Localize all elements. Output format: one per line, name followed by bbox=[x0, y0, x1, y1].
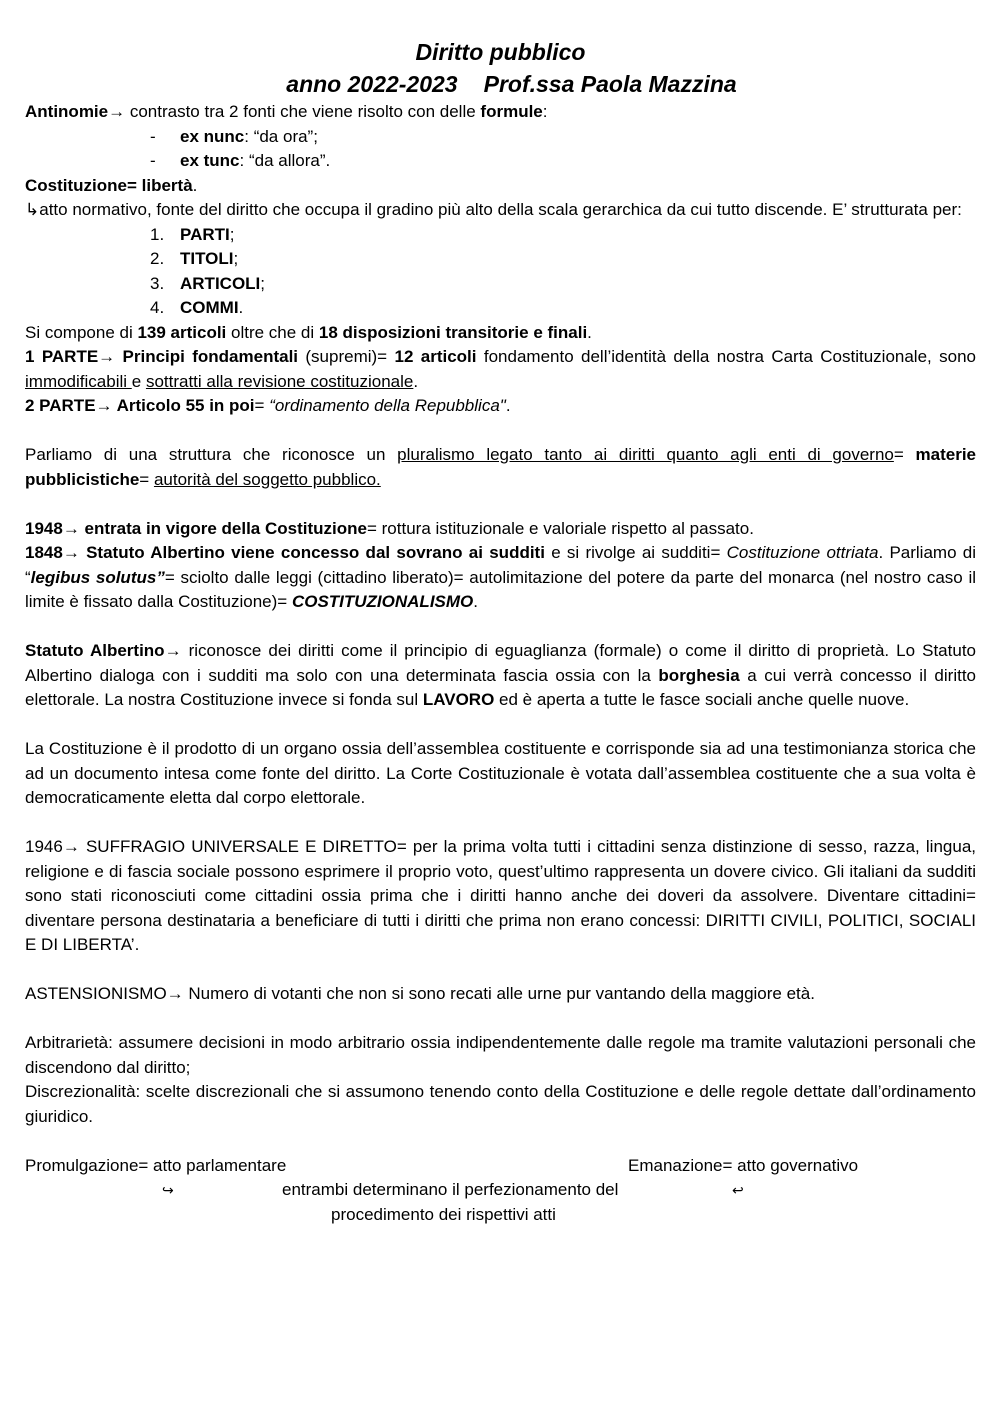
list-item-parti: 1. PARTI; bbox=[150, 224, 235, 244]
discrezionalita-paragraph: Discrezionalità: scelte discrezionali che si assumono tenendo conto della Costituzione e delle regole dettate dall’ordinamento giuridico. bbox=[25, 1082, 976, 1126]
arrow-right-hook-icon: ↪ bbox=[162, 1182, 174, 1198]
antinomie-term: Antinomie→ bbox=[25, 102, 126, 121]
pluralismo-paragraph: Parliamo di una struttura che riconosce un pluralismo legato tanto ai diritti quanto agli enti di governo= materie pubblicistiche= autorità del soggetto pubblico. bbox=[25, 445, 977, 489]
list-item-commi: 4. COMMI. bbox=[150, 298, 244, 317]
suffragio-paragraph: 1946→ SUFFRAGIO UNIVERSALE E DIRETTO= per la prima volta tutti i cittadini senza distinzione di sesso, razza, lingua, religione e di fascia sociale possono esprimere il proprio voto, quest’ultimo rappresenta un dovere civico. Gli italiani da sudditi sono stati riconosciuti come cittadini ossia prima che i diritti hanno anche dei doveri da assolvere. Diventare cittadini= diventare persona destinataria a beneficiare di tutti i diritti che prima non erano concessi: DIRITTI CIVILI, POLITICI, SOCIALI E DI LIBERTA’. bbox=[25, 837, 976, 954]
spacer bbox=[25, 615, 976, 640]
spacer bbox=[25, 713, 976, 738]
list-item-titoli: 2. TITOLI; bbox=[150, 249, 239, 268]
spacer bbox=[25, 492, 976, 517]
document-title: Diritto pubblico bbox=[415, 39, 586, 65]
parte-2-paragraph: 2 PARTE→ Articolo 55 in poi= “ordinamento della Repubblica". bbox=[25, 396, 511, 415]
document-page bbox=[25, 36, 976, 1227]
document-subtitle bbox=[25, 68, 976, 100]
parte-1-paragraph: 1 PARTE→ Principi fondamentali (supremi)= 12 articoli fondamento dell’identità della nostra Carta Costituzionale, sono immodificabili e sottratti alla revisione costituzionale. bbox=[25, 347, 976, 391]
list-item-ex-tunc: - ex tunc: “da allora”. bbox=[150, 151, 331, 170]
spacer bbox=[25, 1007, 976, 1032]
academic-year: anno 2022-2023 bbox=[286, 71, 458, 97]
astensionismo-paragraph: ASTENSIONISMO→ Numero di votanti che non si sono recati alle urne pur vantando della maggiore età. bbox=[25, 984, 815, 1003]
year-1848-paragraph: 1848→ Statuto Albertino viene concesso dal sovrano ai sudditi e si rivolge ai sudditi= Costituzione ottriata. Parliamo di “legibus solutus”= sciolto dalle leggi (cittadino liberato)= autolimitazione del potere da parte del monarca (nel nostro caso il limite è fissato dalla Costituzione)= COSTITUZIONALISMO. bbox=[25, 543, 977, 611]
promulgazione-row bbox=[25, 1154, 976, 1179]
list-item-articoli: 3. ARTICOLI; bbox=[150, 273, 266, 293]
spacer bbox=[25, 811, 976, 836]
emanazione-label: Emanazione= atto governativo bbox=[628, 1155, 859, 1175]
perfezionamento-line-1: entrambi determinano il perfezionamento del bbox=[282, 1180, 619, 1199]
spacer bbox=[25, 958, 976, 983]
spacer bbox=[25, 419, 976, 444]
perfezionamento-line-2: procedimento dei rispettivi atti bbox=[331, 1204, 556, 1224]
assemblea-paragraph: La Costituzione è il prodotto di un organo ossia dell’assemblea costituente e corrisponde sia ad una testimonianza storica che ad un documento intesa come fonte del diritto. La Corte Costituzionale è votata dall’assemblea costituente che a sua volta è democraticamente eletta dal corpo elettorale. bbox=[25, 739, 976, 807]
professor-name: Prof.ssa Paola Mazzina bbox=[483, 71, 737, 97]
promulgazione-arrows-row bbox=[25, 1178, 976, 1203]
year-1948-paragraph: 1948→ entrata in vigore della Costituzione= rottura istituzionale e valoriale rispetto al passato. bbox=[25, 518, 754, 538]
spacer bbox=[25, 1129, 976, 1154]
costituzione-heading: Costituzione= libertà. bbox=[25, 175, 198, 195]
arbitrarieta-paragraph: Arbitrarietà: assumere decisioni in modo arbitrario ossia indipendentemente dalle regole ma tramite valutazioni personali che discendono dal diritto; bbox=[25, 1033, 976, 1077]
promulgazione-label: Promulgazione= atto parlamentare bbox=[25, 1155, 287, 1175]
costituzione-definition: ↳atto normativo, fonte del diritto che occupa il gradino più alto della scala gerarchica da cui tutto discende. E’ strutturata per: bbox=[25, 200, 962, 219]
statuto-paragraph: Statuto Albertino→ riconosce dei diritti come il principio di eguaglianza (formale) o come il diritto di proprietà. Lo Statuto Albertino dialoga con i sudditi ma solo con una determinata fascia ossia con la borghesia a cui verrà concesso il diritto elettorale. La nostra Costituzione invece si fonda sul LAVORO ed è aperta a tutte le fasce sociali anche quelle nuove. bbox=[25, 641, 976, 709]
list-item-ex-nunc: - ex nunc: “da ora”; bbox=[150, 126, 318, 146]
antinomie-paragraph: Antinomie→ contrasto tra 2 fonti che viene risolto con delle formule: bbox=[25, 102, 548, 121]
composition-paragraph: Si compone di 139 articoli oltre che di 18 disposizioni transitorie e finali. bbox=[25, 322, 592, 342]
arrow-left-hook-icon: ↩ bbox=[732, 1182, 744, 1198]
